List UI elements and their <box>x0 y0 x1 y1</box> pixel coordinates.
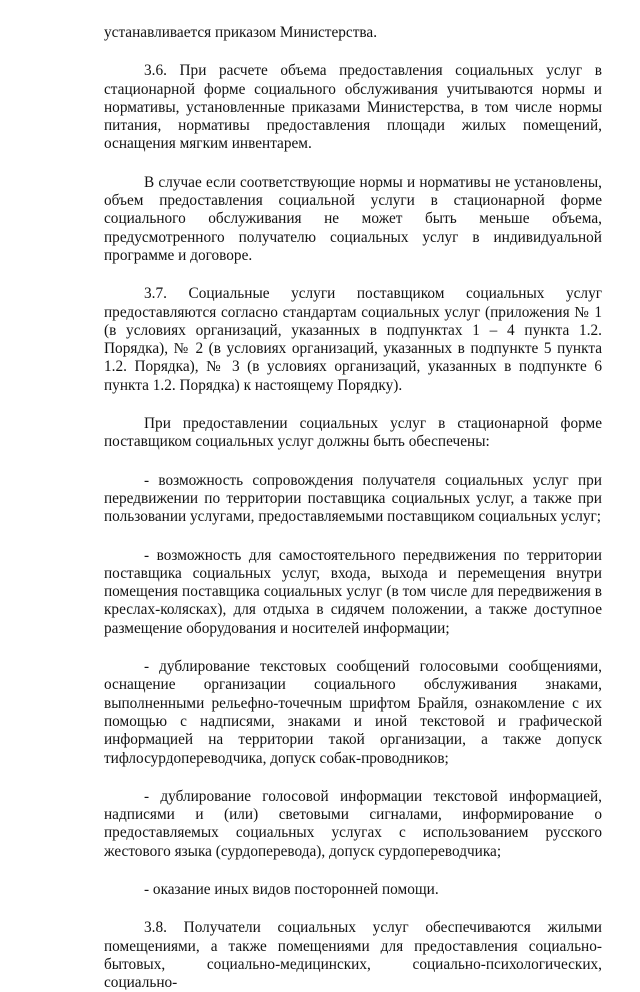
list-item-other-help: - оказание иных видов посторонней помощи. <box>144 880 439 898</box>
paragraph-3-7: 3.7. Социальные услуги поставщиком социальных услуг предоставляются согласно стандартам социальных услуг (приложения № 1 (в условиях организаций, указанных в подпунктах 1 – 4 пункта 1.2. Порядка), № 2 (в условиях организаций, указанных в подпункте 5 пункта 1.2. Порядка), № 3 (в условиях организаций, указанных в подпункте 6 пункта 1.2. Порядка) к настоящему Порядку). <box>104 285 602 394</box>
paragraph-gap <box>104 861 602 881</box>
paragraph-norms-not-set: В случае если соответствующие нормы и нормативы не установлены, объем предоставления социальной услуги в стационарной форме социального обслуживания не может быть меньше объема, предусмотренного получателю социальных услуг в индивидуальной программе и договоре. <box>104 173 602 264</box>
paragraph-gap <box>104 265 602 285</box>
paragraph-gap <box>104 899 602 919</box>
list-item-braille: - дублирование текстовых сообщений голосовыми сообщениями, оснащение организации социального обслуживания знаками, выполненными рельефно-точечным шрифтом Брайля, ознакомление с их помощью с надписями, знаками и иной текстовой и графической информацией на территории такой организации, а также допуск тифлосурдопереводчика, допуск собак-проводников; <box>104 658 602 767</box>
paragraph-3-8: 3.8. Получатели социальных услуг обеспечиваются жилыми помещениями, а также помещениями для предоставления социально-бытовых, социально-медицинских, социально-психологических, социально- <box>104 919 602 992</box>
paragraph-gap <box>104 452 602 472</box>
list-item-escort: - возможность сопровождения получателя социальных услуг при передвижении по территории поставщика социальных услуг, а также при пользовании услугами, предоставляемыми поставщиком социальных услуг; <box>104 471 602 526</box>
paragraph-provision-intro: При предоставлении социальных услуг в стационарной форме поставщиком социальных услуг должны быть обеспечены: <box>104 415 602 451</box>
paragraph-gap <box>104 527 602 547</box>
paragraph-3-6: 3.6. При расчете объема предоставления социальных услуг в стационарной форме социального обслуживания учитываются нормы и нормативы, установленные приказами Министерства, в том числе нормы питания, нормативы предоставления площади жилых помещений, оснащения мягким инвентарем. <box>104 62 602 153</box>
paragraph-continuation: устанавливается приказом Министерства. <box>104 24 378 41</box>
paragraph-gap <box>104 154 602 174</box>
list-item-sign-language: - дублирование голосовой информации текстовой информацией, надписями и (или) световыми сигналами, информирование о предоставляемых социальных услугах с использованием русского жестового языка (сурдоперевода), допуск сурдопереводчика; <box>104 787 602 860</box>
paragraph-gap <box>104 768 602 788</box>
list-item-movement: - возможность для самостоятельного передвижения по территории поставщика социальных услуг, входа, выхода и перемещения внутри помещения поставщика социальных услуг (в том числе для передвижения в креслах-колясках), для отдыха в сидячем положении, а также доступное размещение оборудования и носителей информации; <box>104 546 602 637</box>
paragraph-gap <box>104 395 602 415</box>
paragraph-gap <box>104 42 602 62</box>
paragraph-gap <box>104 638 602 658</box>
